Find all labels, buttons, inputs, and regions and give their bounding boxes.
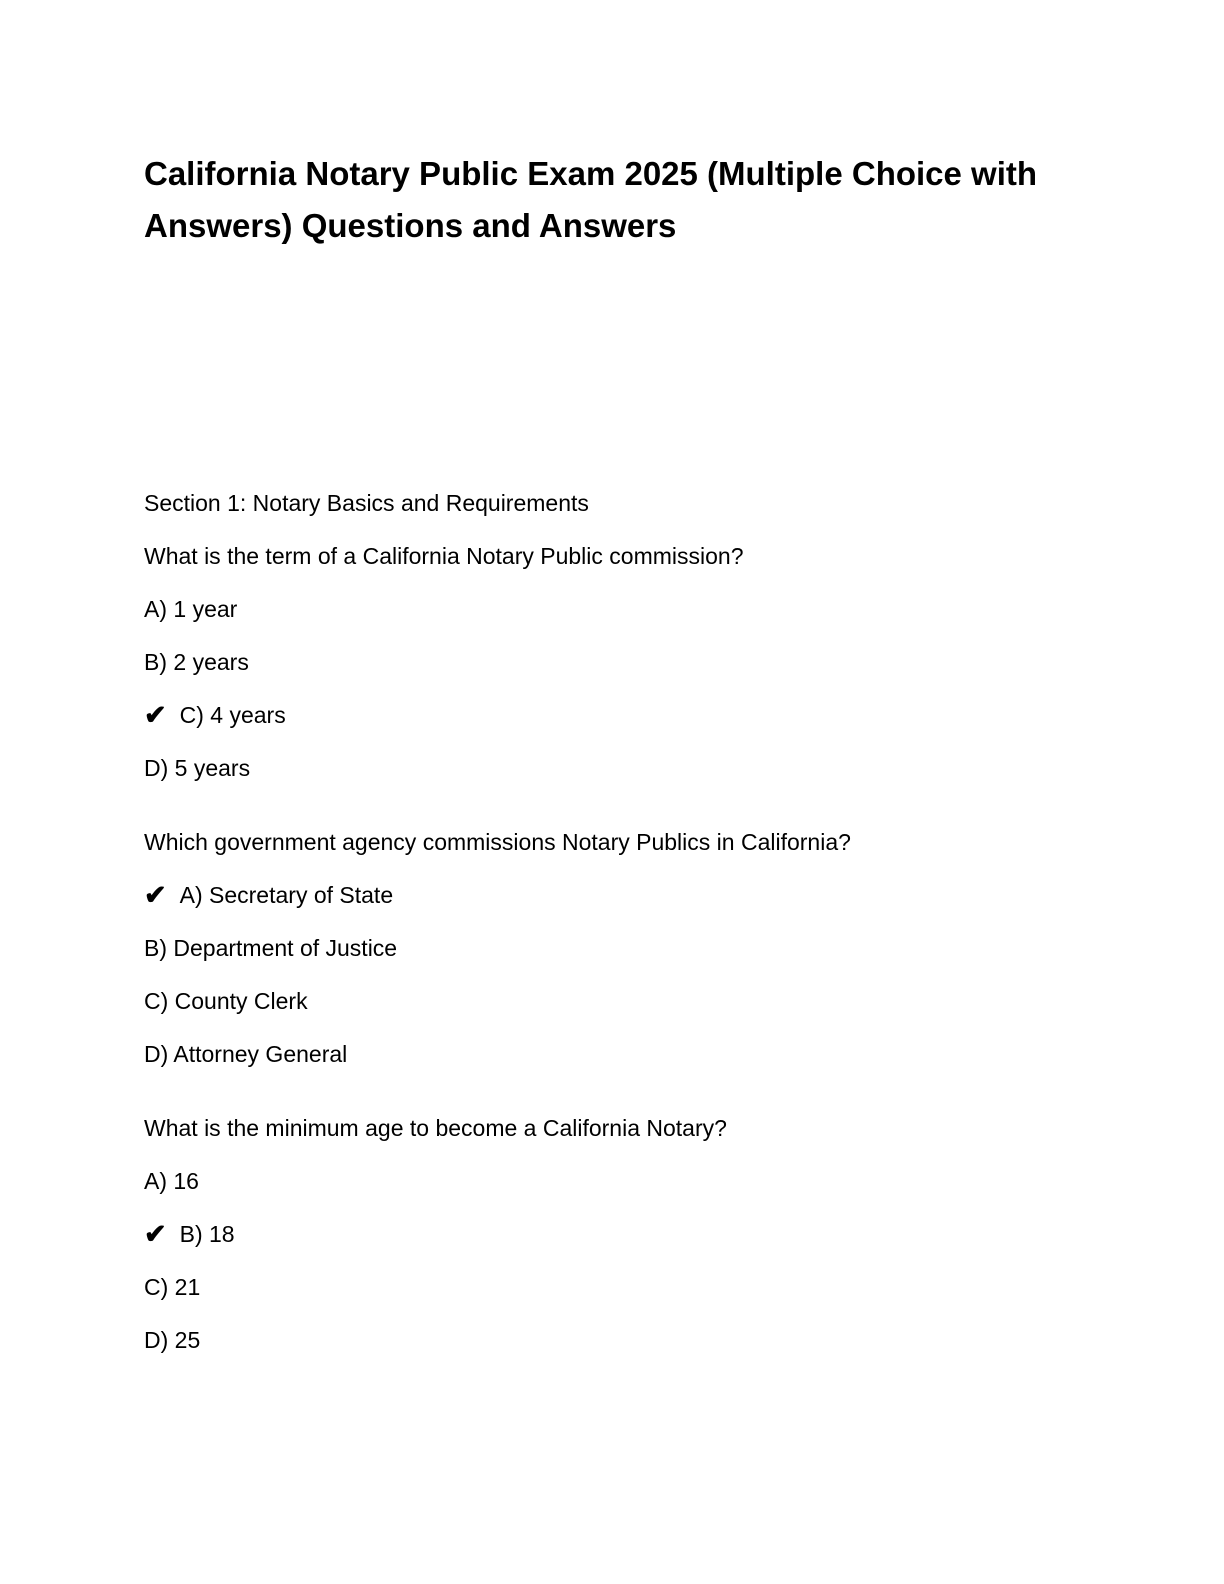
option-label: D) Attorney General (144, 1041, 348, 1067)
option-label: C) County Clerk (144, 988, 308, 1014)
option-label: B) 18 (179, 1221, 235, 1247)
question-text: Which government agency commissions Notary Publics in California? (144, 829, 851, 855)
question-text: What is the term of a California Notary Public commission? (144, 543, 744, 569)
option-label: A) 1 year (144, 596, 238, 622)
option-label: C) 4 years (179, 702, 286, 728)
option-label: B) Department of Justice (144, 935, 398, 961)
section-heading: Section 1: Notary Basics and Requirements (144, 490, 589, 516)
option-row (144, 1219, 1080, 1249)
checkmark-icon: ✔ (144, 700, 167, 730)
option-row (144, 651, 1080, 674)
question-text: What is the minimum age to become a California Notary? (144, 1115, 727, 1141)
option-row (144, 1170, 1080, 1193)
title-spacer (144, 252, 1080, 492)
option-row (144, 990, 1080, 1013)
question-block (144, 545, 1080, 780)
option-label: D) 5 years (144, 755, 251, 781)
option-row (144, 700, 1080, 730)
option-row (144, 757, 1080, 780)
option-label: C) 21 (144, 1274, 201, 1300)
option-row (144, 880, 1080, 910)
document-title: California Notary Public Exam 2025 (Multiple Choice with Answers) Questions and Answers (144, 155, 1038, 244)
checkmark-icon: ✔ (144, 880, 167, 910)
option-row (144, 1043, 1080, 1066)
option-row (144, 1276, 1080, 1299)
option-label: A) 16 (144, 1168, 199, 1194)
checkmark-icon: ✔ (144, 1219, 167, 1249)
question-block (144, 1117, 1080, 1352)
option-label: A) Secretary of State (179, 882, 394, 908)
option-label: B) 2 years (144, 649, 249, 675)
question-block (144, 831, 1080, 1066)
option-label: D) 25 (144, 1327, 201, 1353)
option-row (144, 937, 1080, 960)
option-row (144, 1329, 1080, 1352)
option-row (144, 598, 1080, 621)
questions (144, 545, 1080, 1352)
